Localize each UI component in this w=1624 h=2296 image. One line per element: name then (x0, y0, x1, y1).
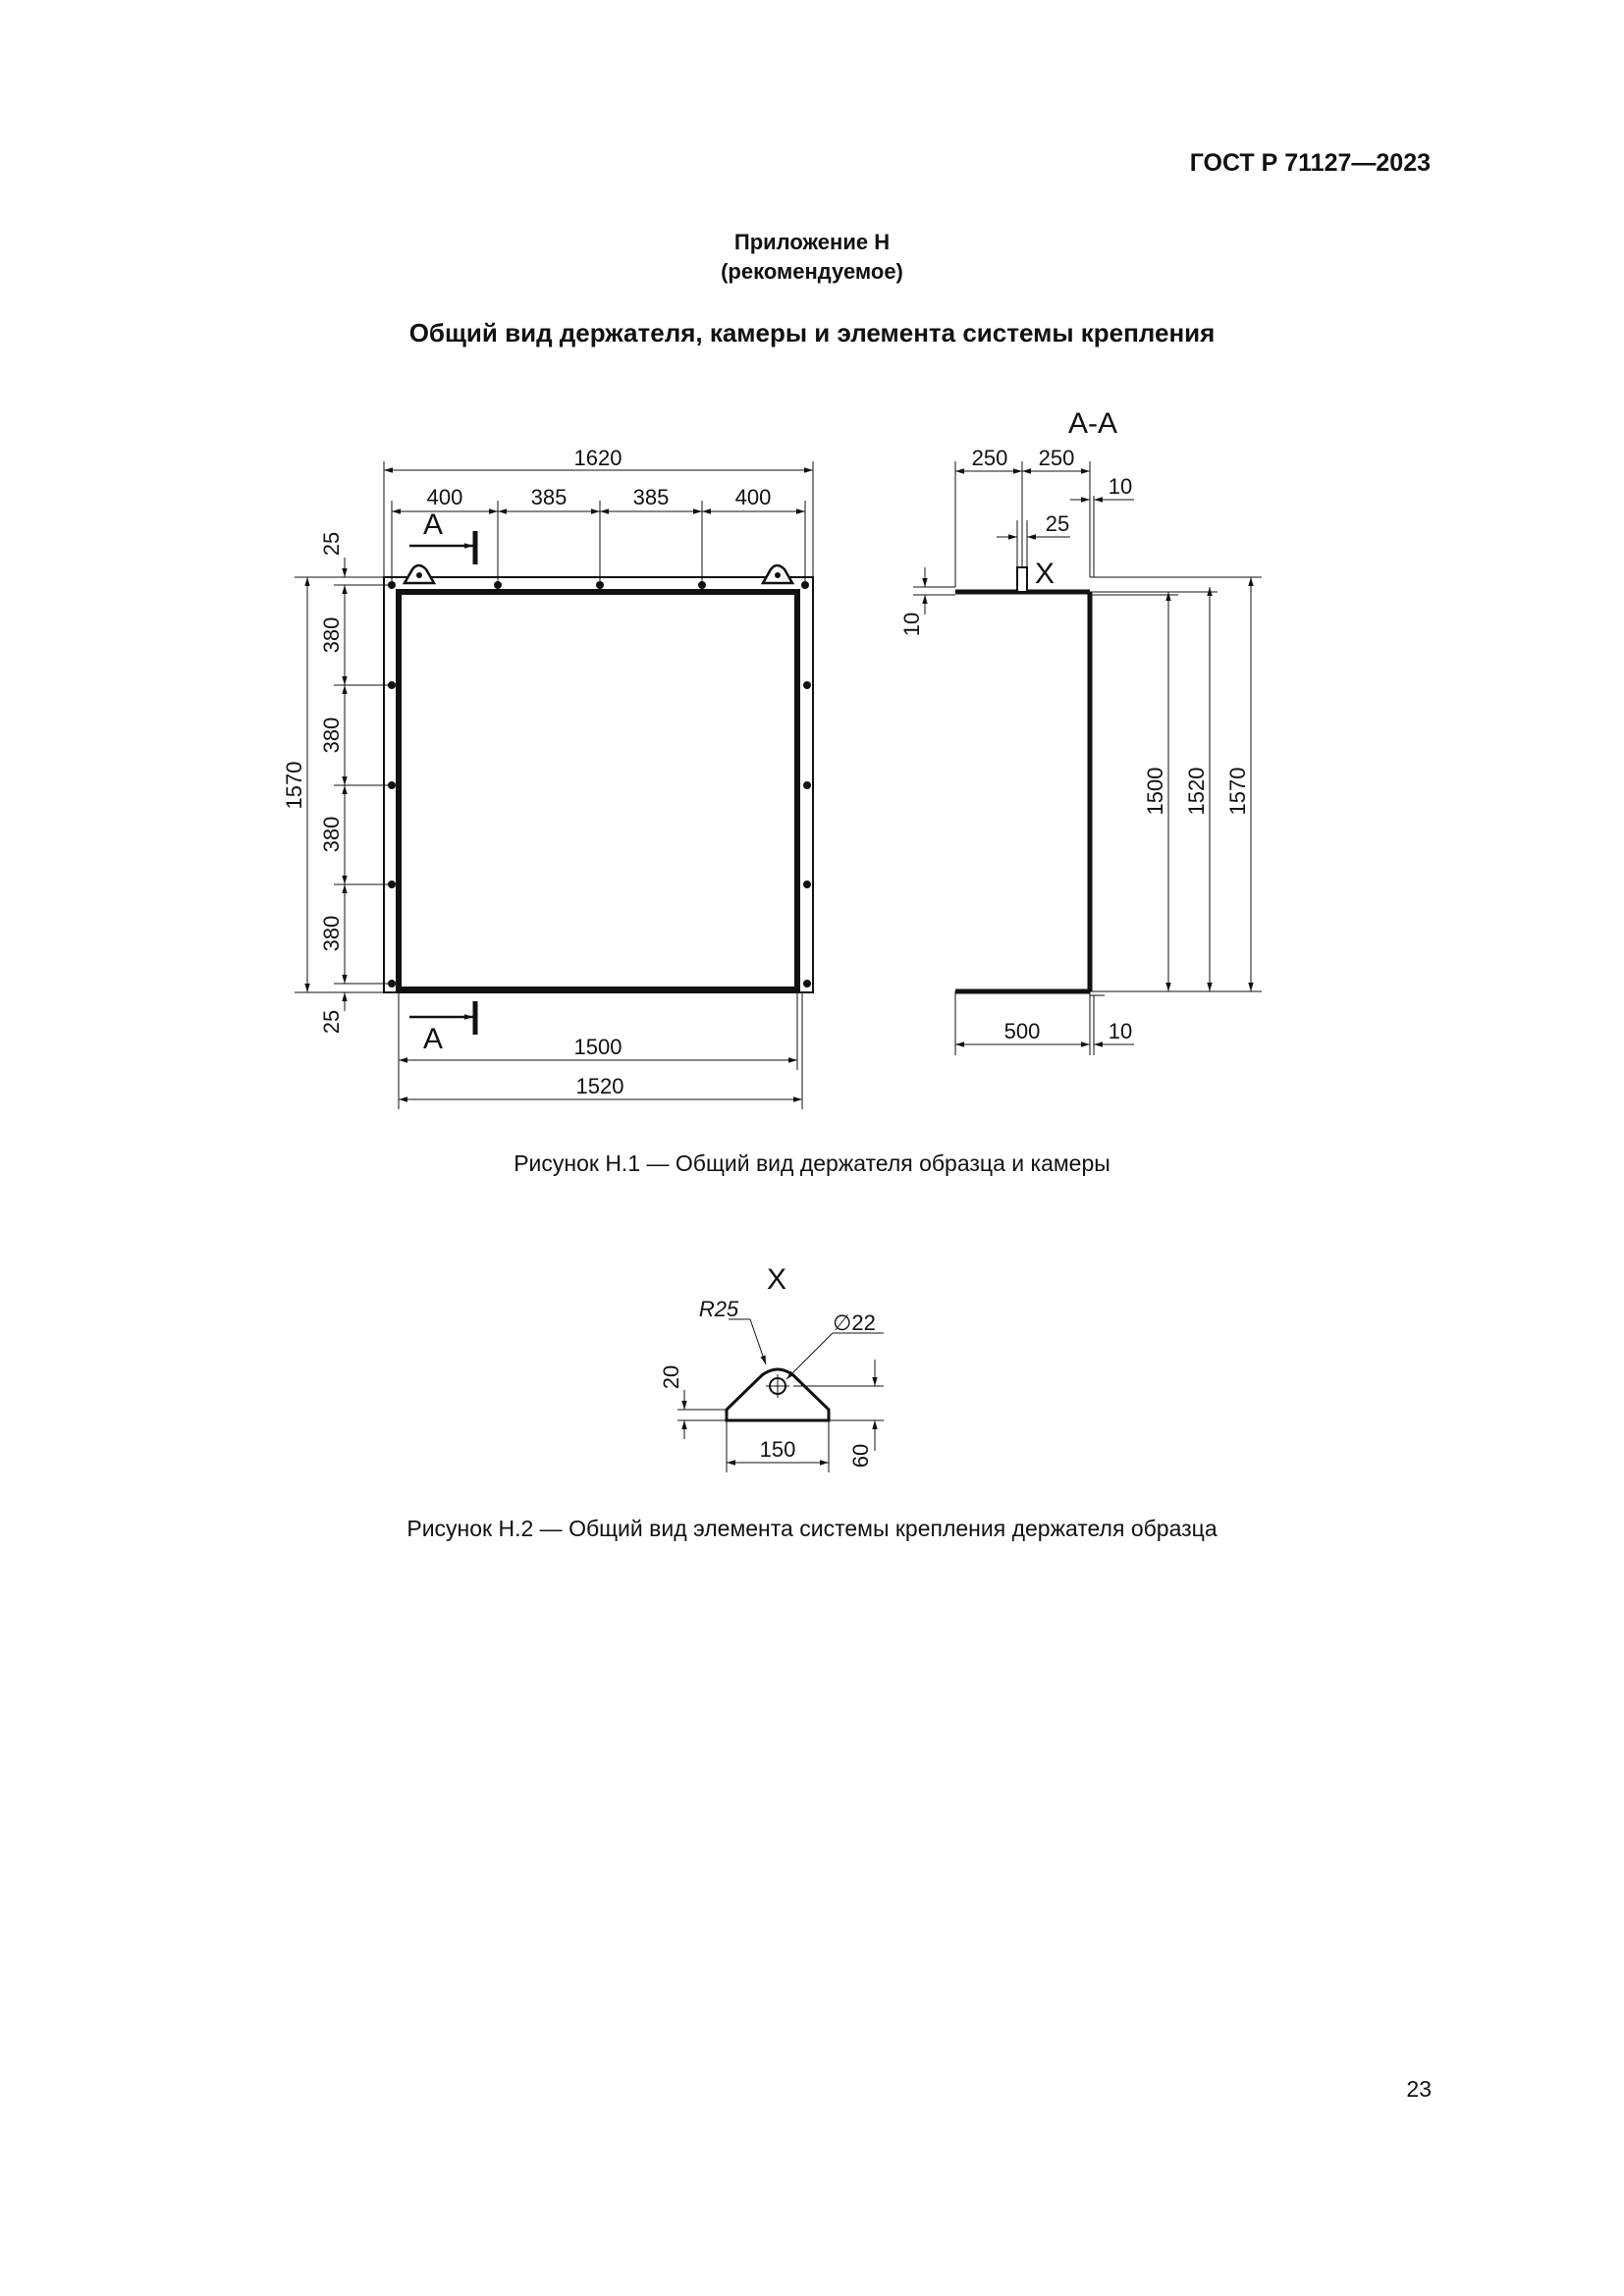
dim-top-overall: 1620 (573, 446, 623, 470)
page-number: 23 (1406, 2076, 1432, 2102)
dim-top-seg-4: 400 (734, 485, 772, 509)
mounting-holes (388, 581, 811, 988)
section-title: Общий вид держателя, камеры и элемента системы крепления (408, 318, 1216, 347)
detail-radius: R25 (698, 1297, 739, 1321)
detail-mark: X (1034, 558, 1056, 590)
dim-base-width: 500 (1003, 1019, 1041, 1043)
detail-height-total: 60 (848, 1443, 873, 1468)
dim-top-seg-3: 385 (632, 485, 670, 509)
dim-left-overall: 1570 (282, 761, 306, 810)
annex-name: Приложение Н (733, 230, 891, 254)
dim-bottom-outer: 1520 (575, 1074, 624, 1098)
dim-height-1500: 1500 (1143, 767, 1167, 816)
detail-label: X (766, 1263, 787, 1296)
dim-left-seg-4: 380 (319, 816, 344, 853)
dim-section-top-1: 250 (971, 446, 1008, 470)
front-view (295, 461, 813, 1109)
detail-diameter: ∅22 (833, 1310, 876, 1335)
dim-bottom-inner: 1500 (573, 1035, 623, 1059)
dim-section-top-2: 250 (1038, 446, 1075, 470)
figure1-caption: Рисунок Н.1 — Общий вид держателя образца и камеры (514, 1150, 1110, 1176)
dim-section-flange: 10 (899, 612, 924, 637)
dim-top-seg-2: 385 (530, 485, 568, 509)
section-view (913, 461, 1262, 1055)
dim-left-seg-3: 380 (319, 717, 344, 754)
dim-base-thickness: 10 (1108, 1019, 1133, 1043)
annex-status: (рекомендуемое) (721, 259, 903, 284)
figure2-caption: Рисунок Н.2 — Общий вид элемента системы крепления держателя образца (406, 1516, 1218, 1541)
dim-top-seg-1: 400 (426, 485, 463, 509)
dim-section-thickness-top: 10 (1108, 474, 1133, 499)
standard-designation: ГОСТ Р 71127—2023 (1189, 149, 1431, 177)
section-mark-top: А (422, 508, 444, 541)
dim-height-1570: 1570 (1225, 767, 1250, 816)
detail-width: 150 (759, 1437, 796, 1462)
outer-frame (384, 577, 813, 992)
dim-left-seg-2: 380 (319, 616, 344, 654)
section-mark-bottom: А (422, 1023, 444, 1055)
dim-section-slot: 25 (1045, 511, 1070, 536)
dim-left-seg-6: 25 (319, 1009, 344, 1035)
dim-left-seg-1: 25 (319, 531, 344, 557)
section-label: А-А (1067, 407, 1118, 440)
dim-height-1520: 1520 (1184, 767, 1209, 816)
inner-frame (399, 592, 797, 989)
dim-left-seg-5: 380 (319, 915, 344, 952)
detail-height-small: 20 (659, 1364, 683, 1390)
